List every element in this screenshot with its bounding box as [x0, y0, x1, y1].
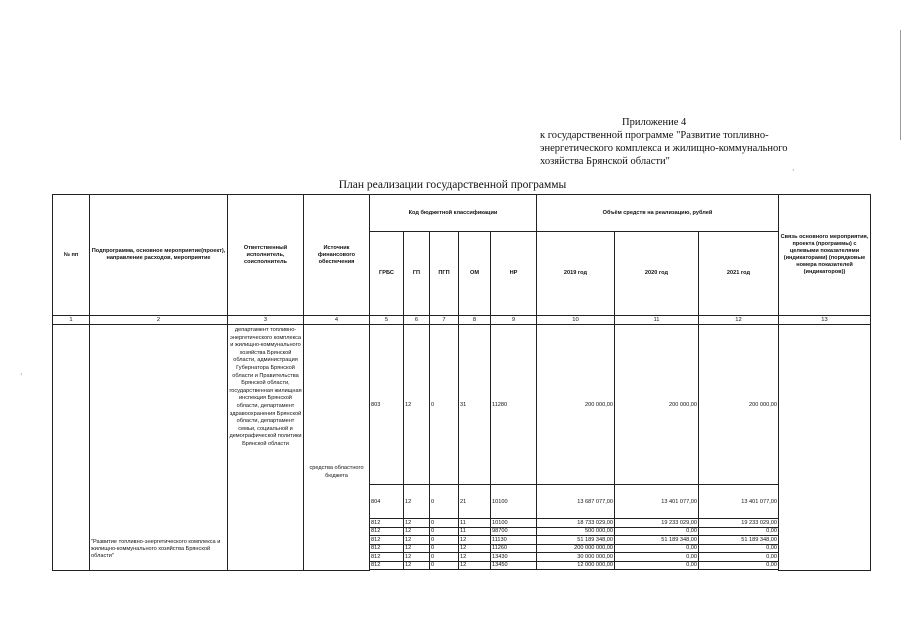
header-gp: ГП	[404, 232, 430, 316]
scan-dot: ·	[20, 370, 23, 379]
page-edge-line	[900, 30, 901, 140]
pgp-cell: 0	[430, 527, 459, 536]
header-year-2021: 2021 год	[699, 232, 779, 316]
amount-2021-cell: 0,00	[699, 561, 779, 570]
grbs-cell: 812	[370, 527, 404, 536]
pgp-cell: 0	[430, 553, 459, 562]
pgp-cell: 0	[430, 536, 459, 545]
header-year-2020: 2020 год	[615, 232, 699, 316]
grbs-cell: 812	[370, 544, 404, 553]
amount-2021-cell: 19 233 029,00	[699, 519, 779, 528]
amount-2020-cell: 0,00	[615, 527, 699, 536]
responsible-cell: департамент топливно-энергетического комплекса и жилищно-коммунального хозяйства Брянской области, администрация Губернатора Брянской области и Правительства Брянской области, государственная жилищная инспекция Брянской области, департамент здравоохранения Брянской области, департамент семьи, социальной и демографической политики Брянской области	[228, 325, 304, 571]
om-cell: 21	[459, 485, 491, 519]
page-title: План реализации государственной программы	[338, 179, 567, 191]
column-number: 7	[430, 316, 459, 325]
amount-2020-cell: 200 000,00	[615, 325, 699, 485]
grbs-cell: 812	[370, 561, 404, 570]
amount-2020-cell: 0,00	[615, 561, 699, 570]
grbs-cell: 812	[370, 536, 404, 545]
gp-cell: 12	[404, 536, 430, 545]
np-cell: 10100	[491, 519, 537, 528]
column-number: 11	[615, 316, 699, 325]
amount-2021-cell: 0,00	[699, 527, 779, 536]
column-number: 9	[491, 316, 537, 325]
om-cell: 12	[459, 544, 491, 553]
header-link: Связь основного мероприятия, проекта (программы) с целевыми показателями (индикаторами) (порядковые номера показателей (индикаторов))	[779, 195, 871, 316]
link-cell	[779, 325, 871, 571]
header-pgp: ПГП	[430, 232, 459, 316]
amount-2019-cell: 30 000 000,00	[537, 553, 615, 562]
amount-2019-cell: 51 189 348,00	[537, 536, 615, 545]
np-cell: 11130	[491, 536, 537, 545]
column-number: 8	[459, 316, 491, 325]
om-cell: 12	[459, 536, 491, 545]
amount-2021-cell: 0,00	[699, 553, 779, 562]
amount-2020-cell: 19 233 029,00	[615, 519, 699, 528]
om-cell: 12	[459, 561, 491, 570]
om-cell: 11	[459, 519, 491, 528]
amount-2019-cell: 200 000,00	[537, 325, 615, 485]
header-grbs: ГРБС	[370, 232, 404, 316]
amount-2020-cell: 0,00	[615, 544, 699, 553]
spacer-cell	[370, 570, 779, 571]
gp-cell: 12	[404, 325, 430, 485]
amount-2021-cell: 200 000,00	[699, 325, 779, 485]
appendix-line: энергетического комплекса и жилищно-коммунального	[540, 143, 788, 154]
column-number: 3	[228, 316, 304, 325]
amount-2019-cell: 13 687 077,00	[537, 485, 615, 519]
column-number: 1	[53, 316, 90, 325]
appendix-number: Приложение 4	[622, 117, 687, 128]
amount-2021-cell: 13 401 077,00	[699, 485, 779, 519]
np-cell: 98700	[491, 527, 537, 536]
amount-2020-cell: 0,00	[615, 553, 699, 562]
om-cell: 11	[459, 527, 491, 536]
amount-2020-cell: 51 189 348,00	[615, 536, 699, 545]
gp-cell: 12	[404, 527, 430, 536]
header-source: Источник финансового обеспечения	[304, 195, 370, 316]
header-subprogram: Подпрограмма, основное мероприятие(проект), направление расходов, мероприятие	[90, 195, 228, 316]
column-number: 4	[304, 316, 370, 325]
amount-2019-cell: 500 000,00	[537, 527, 615, 536]
table-row	[53, 325, 871, 485]
gp-cell: 12	[404, 519, 430, 528]
pgp-cell: 0	[430, 325, 459, 485]
appendix-header	[540, 116, 840, 168]
scan-dot: ·	[792, 166, 795, 175]
grbs-cell: 812	[370, 519, 404, 528]
np-cell: 13450	[491, 561, 537, 570]
column-number: 10	[537, 316, 615, 325]
amount-2020-cell: 13 401 077,00	[615, 485, 699, 519]
pgp-cell: 0	[430, 519, 459, 528]
header-num: № пп	[53, 195, 90, 316]
np-cell: 11280	[491, 325, 537, 485]
header-np: НР	[491, 232, 537, 316]
amount-2019-cell: 18 733 029,00	[537, 519, 615, 528]
header-responsible: Ответственный исполнитель, соисполнитель	[228, 195, 304, 316]
gp-cell: 12	[404, 553, 430, 562]
column-number: 6	[404, 316, 430, 325]
program-name-cell: "Развитие топливно-энергетического комплекса и жилищно-коммунального хозяйства Брянской области"	[90, 325, 228, 571]
pgp-cell: 0	[430, 485, 459, 519]
header-year-2019: 2019 год	[537, 232, 615, 316]
source-cell: средства областного бюджета	[304, 325, 370, 571]
column-number: 2	[90, 316, 228, 325]
column-number-row	[53, 316, 871, 325]
gp-cell: 12	[404, 561, 430, 570]
pgp-cell: 0	[430, 544, 459, 553]
header-om: ОМ	[459, 232, 491, 316]
amount-2021-cell: 0,00	[699, 544, 779, 553]
plan-table	[52, 194, 871, 571]
header-volume: Объём средств на реализацию, рублей	[537, 195, 779, 232]
np-cell: 11260	[491, 544, 537, 553]
om-cell: 31	[459, 325, 491, 485]
column-number: 5	[370, 316, 404, 325]
appendix-line: к государственной программе "Развитие топливно-	[540, 130, 769, 141]
grbs-cell: 803	[370, 325, 404, 485]
grbs-cell: 804	[370, 485, 404, 519]
column-number: 13	[779, 316, 871, 325]
header-budget-code: Код бюджетной классификации	[370, 195, 537, 232]
grbs-cell: 812	[370, 553, 404, 562]
pgp-cell: 0	[430, 561, 459, 570]
np-cell: 13430	[491, 553, 537, 562]
np-cell: 10100	[491, 485, 537, 519]
row-num-cell	[53, 325, 90, 571]
amount-2019-cell: 200 000 000,00	[537, 544, 615, 553]
om-cell: 12	[459, 553, 491, 562]
column-number: 12	[699, 316, 779, 325]
gp-cell: 12	[404, 485, 430, 519]
gp-cell: 12	[404, 544, 430, 553]
amount-2019-cell: 12 000 000,00	[537, 561, 615, 570]
amount-2021-cell: 51 189 348,00	[699, 536, 779, 545]
appendix-line: хозяйства Брянской области"	[540, 156, 670, 167]
